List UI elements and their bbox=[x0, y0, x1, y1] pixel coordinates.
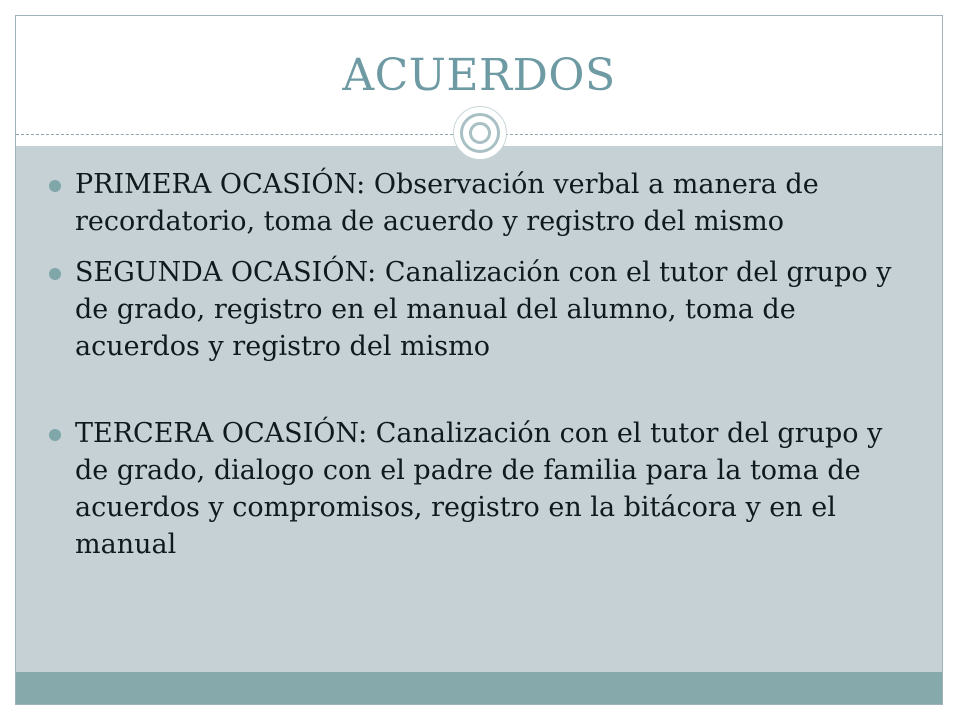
slide bbox=[15, 15, 943, 705]
ring-ornament-inner bbox=[460, 113, 500, 153]
bullet-text: SEGUNDA OCASIÓN: Canalización con el tutor del grupo y de grado, registro en el manual del alumno, toma de acuerdos y registro del mismo bbox=[75, 257, 892, 362]
list-item bbox=[49, 254, 919, 365]
ring-ornament-icon bbox=[454, 107, 506, 159]
bullet-dot-icon bbox=[49, 180, 61, 192]
content-area bbox=[16, 146, 942, 672]
footer-band bbox=[16, 672, 942, 705]
list-item bbox=[49, 166, 919, 240]
ring-ornament-center bbox=[469, 122, 491, 144]
list-item bbox=[49, 415, 919, 563]
bullet-dot-icon bbox=[49, 429, 61, 441]
slide-title: ACUERDOS bbox=[342, 50, 616, 101]
bullet-text: PRIMERA OCASIÓN: Observación verbal a manera de recordatorio, toma de acuerdo y registro del mismo bbox=[75, 169, 819, 237]
bullet-list bbox=[49, 166, 919, 563]
bullet-dot-icon bbox=[49, 268, 61, 280]
bullet-text: TERCERA OCASIÓN: Canalización con el tutor del grupo y de grado, dialogo con el padre de familia para la toma de acuerdos y compromisos, registro en la bitácora y en el manual bbox=[75, 418, 883, 560]
